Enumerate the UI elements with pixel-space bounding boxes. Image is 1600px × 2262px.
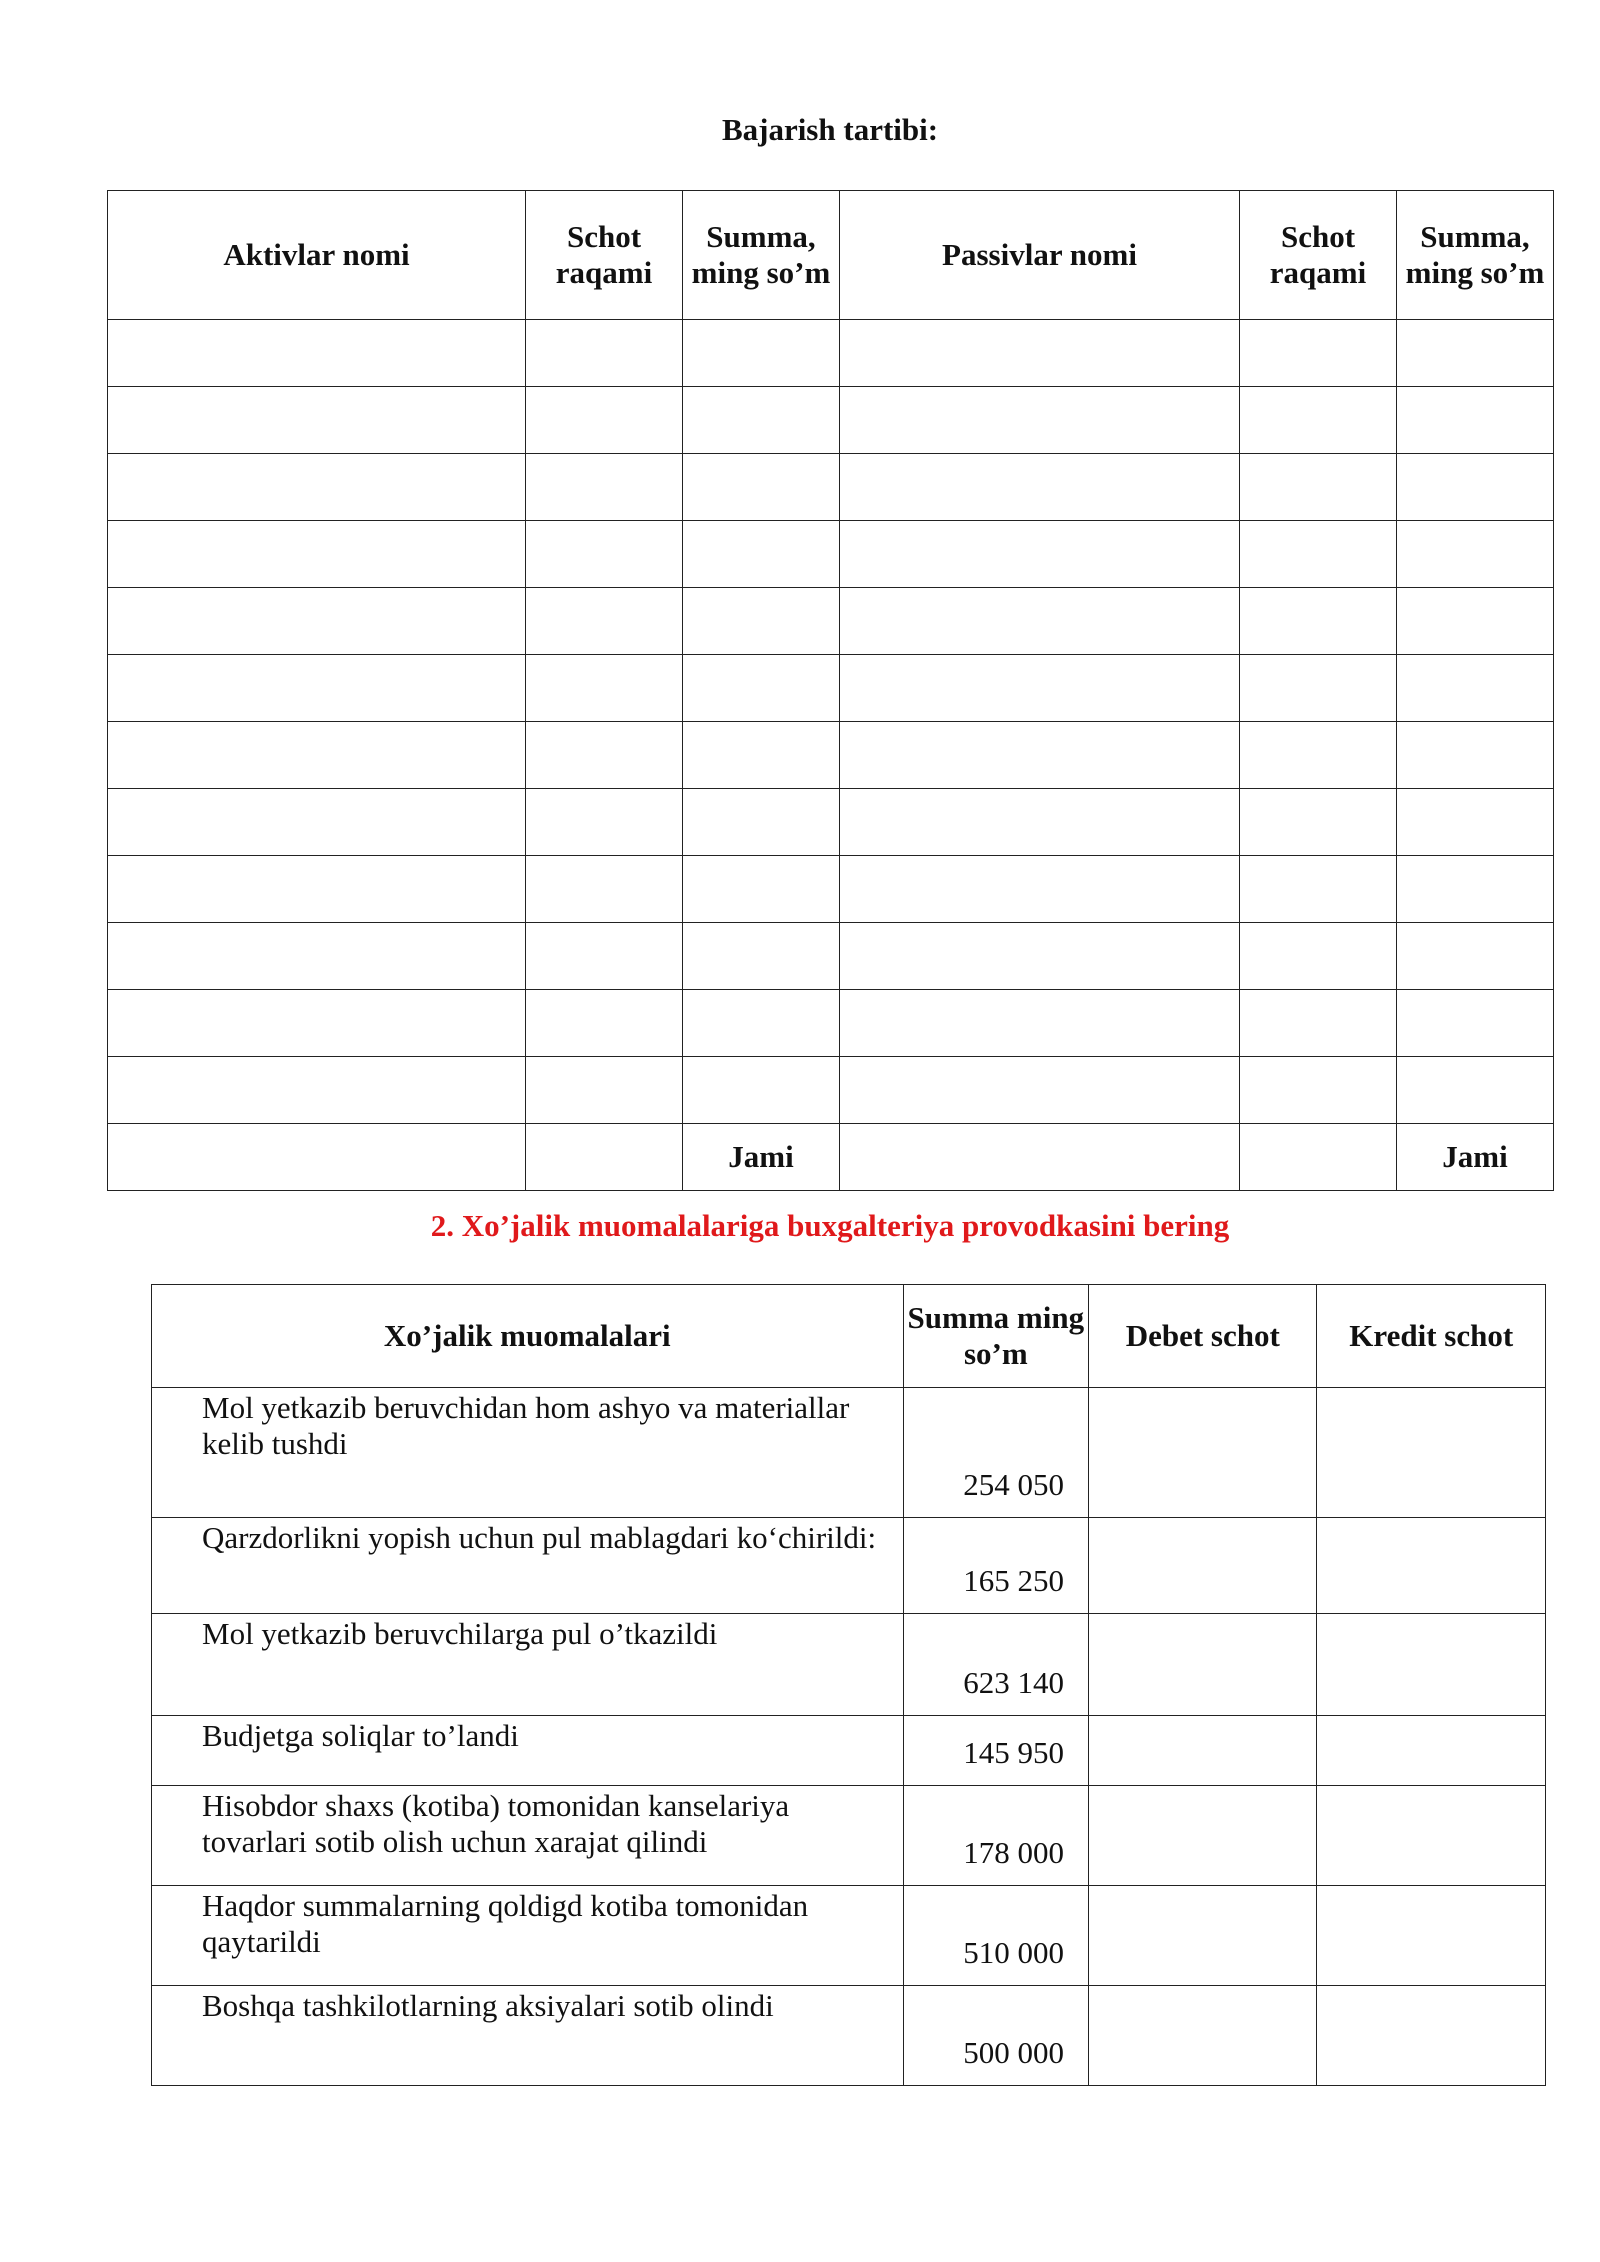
blank-cell[interactable] [1240, 588, 1397, 655]
blank-cell[interactable] [1397, 454, 1554, 521]
blank-cell[interactable] [526, 521, 683, 588]
operation-amount: 510 000 [903, 1886, 1088, 1986]
operation-description: Budjetga soliqlar to’landi [152, 1716, 904, 1786]
blank-cell[interactable] [1240, 387, 1397, 454]
blank-cell[interactable] [108, 789, 526, 856]
blank-cell[interactable] [683, 655, 840, 722]
table-row [152, 1716, 1546, 1786]
operation-amount: 165 250 [903, 1518, 1088, 1614]
liabilities-name-header: Passivlar nomi [840, 191, 1240, 320]
table-row [108, 722, 1554, 789]
debit-account-cell[interactable] [1089, 1786, 1317, 1886]
blank-cell[interactable] [683, 320, 840, 387]
blank-cell[interactable] [526, 655, 683, 722]
operation-description: Haqdor summalarning qoldigd kotiba tomonidan qaytarildi [152, 1886, 904, 1986]
table-row [108, 1057, 1554, 1124]
blank-cell[interactable] [840, 990, 1240, 1057]
table-row [108, 990, 1554, 1057]
operation-description: Mol yetkazib beruvchidan hom ashyo va materiallar kelib tushdi [152, 1388, 904, 1518]
blank-cell[interactable] [526, 990, 683, 1057]
section-2-title: 2. Xo’jalik muomalalariga buxgalteriya provodkasini bering [430, 1208, 1230, 1243]
table-row [108, 588, 1554, 655]
blank-cell[interactable] [683, 588, 840, 655]
credit-account-cell[interactable] [1317, 1716, 1546, 1786]
balance-table [107, 190, 1554, 1191]
blank-cell[interactable] [108, 588, 526, 655]
blank-cell[interactable] [108, 655, 526, 722]
blank-cell[interactable] [840, 856, 1240, 923]
blank-cell[interactable] [683, 722, 840, 789]
account-number-header: Schot raqami [526, 191, 683, 320]
table-row [152, 1614, 1546, 1716]
blank-cell[interactable] [1397, 588, 1554, 655]
blank-cell[interactable] [683, 856, 840, 923]
blank-cell[interactable] [108, 1124, 526, 1191]
operation-amount: 623 140 [903, 1614, 1088, 1716]
debit-account-cell[interactable] [1089, 1716, 1317, 1786]
credit-account-header: Kredit schot [1317, 1285, 1546, 1388]
blank-cell[interactable] [840, 521, 1240, 588]
table-row [108, 856, 1554, 923]
blank-cell[interactable] [108, 320, 526, 387]
blank-cell[interactable] [108, 990, 526, 1057]
blank-cell[interactable] [1397, 320, 1554, 387]
transactions-table [151, 1284, 1546, 2086]
transactions-header-row [152, 1285, 1546, 1388]
operation-amount: 145 950 [903, 1716, 1088, 1786]
blank-cell[interactable] [1397, 990, 1554, 1057]
credit-account-cell[interactable] [1317, 1886, 1546, 1986]
blank-cell[interactable] [1397, 521, 1554, 588]
credit-account-cell[interactable] [1317, 1986, 1546, 2086]
table-row [108, 521, 1554, 588]
blank-cell[interactable] [1240, 990, 1397, 1057]
blank-cell[interactable] [840, 655, 1240, 722]
blank-cell[interactable] [683, 521, 840, 588]
blank-cell[interactable] [1240, 789, 1397, 856]
table-row [152, 1986, 1546, 2086]
blank-cell[interactable] [1240, 320, 1397, 387]
assets-total-label: Jami [683, 1124, 840, 1191]
blank-cell[interactable] [526, 588, 683, 655]
blank-cell[interactable] [840, 320, 1240, 387]
balance-header-row [108, 191, 1554, 320]
debit-account-cell[interactable] [1089, 1388, 1317, 1518]
operation-amount: 254 050 [903, 1388, 1088, 1518]
blank-cell[interactable] [683, 454, 840, 521]
table-row [152, 1518, 1546, 1614]
blank-cell[interactable] [1397, 923, 1554, 990]
page-heading: Bajarish tartibi: [721, 112, 939, 147]
blank-cell[interactable] [1397, 655, 1554, 722]
blank-cell[interactable] [1240, 923, 1397, 990]
blank-cell[interactable] [108, 387, 526, 454]
liabilities-total-label: Jami [1397, 1124, 1554, 1191]
operation-description: Hisobdor shaxs (kotiba) tomonidan kanselariya tovarlari sotib olish uchun xarajat qilindi [152, 1786, 904, 1886]
blank-cell[interactable] [1397, 722, 1554, 789]
blank-cell[interactable] [840, 454, 1240, 521]
blank-cell[interactable] [526, 454, 683, 521]
blank-cell[interactable] [526, 387, 683, 454]
blank-cell[interactable] [526, 1057, 683, 1124]
blank-cell[interactable] [526, 320, 683, 387]
blank-cell[interactable] [1240, 1057, 1397, 1124]
blank-cell[interactable] [683, 1057, 840, 1124]
operation-amount: 178 000 [903, 1786, 1088, 1886]
account-number-header: Schot raqami [1240, 191, 1397, 320]
blank-cell[interactable] [840, 588, 1240, 655]
blank-cell[interactable] [108, 454, 526, 521]
table-row [108, 454, 1554, 521]
table-row [108, 789, 1554, 856]
debit-account-cell[interactable] [1089, 1518, 1317, 1614]
blank-cell[interactable] [526, 856, 683, 923]
blank-cell[interactable] [1240, 521, 1397, 588]
blank-cell[interactable] [108, 923, 526, 990]
credit-account-cell[interactable] [1317, 1388, 1546, 1518]
blank-cell[interactable] [840, 789, 1240, 856]
table-row [152, 1388, 1546, 1518]
blank-cell[interactable] [1397, 387, 1554, 454]
blank-cell[interactable] [1240, 454, 1397, 521]
credit-account-cell[interactable] [1317, 1786, 1546, 1886]
blank-cell[interactable] [840, 1057, 1240, 1124]
table-row [152, 1886, 1546, 1986]
blank-cell[interactable] [108, 521, 526, 588]
blank-cell[interactable] [1240, 1124, 1397, 1191]
table-row [108, 923, 1554, 990]
amount-header: Summa ming so’m [903, 1285, 1088, 1388]
debit-account-cell[interactable] [1089, 1614, 1317, 1716]
blank-cell[interactable] [108, 722, 526, 789]
blank-cell[interactable] [840, 1124, 1240, 1191]
amount-header: Summa, ming so’m [683, 191, 840, 320]
blank-cell[interactable] [1240, 722, 1397, 789]
table-row [108, 387, 1554, 454]
operations-header: Xo’jalik muomalalari [152, 1285, 904, 1388]
credit-account-cell[interactable] [1317, 1614, 1546, 1716]
blank-cell[interactable] [683, 990, 840, 1057]
blank-cell[interactable] [1240, 856, 1397, 923]
operation-description: Boshqa tashkilotlarning aksiyalari sotib olindi [152, 1986, 904, 2086]
assets-name-header: Aktivlar nomi [108, 191, 526, 320]
blank-cell[interactable] [1397, 789, 1554, 856]
blank-cell[interactable] [683, 923, 840, 990]
blank-cell[interactable] [526, 1124, 683, 1191]
balance-total-row [108, 1124, 1554, 1191]
blank-cell[interactable] [108, 856, 526, 923]
blank-cell[interactable] [526, 789, 683, 856]
blank-cell[interactable] [683, 387, 840, 454]
operation-description: Mol yetkazib beruvchilarga pul o’tkazildi [152, 1614, 904, 1716]
blank-cell[interactable] [840, 923, 1240, 990]
blank-cell[interactable] [526, 923, 683, 990]
table-row [152, 1786, 1546, 1886]
blank-cell[interactable] [840, 722, 1240, 789]
blank-cell[interactable] [683, 789, 840, 856]
debit-account-cell[interactable] [1089, 1986, 1317, 2086]
blank-cell[interactable] [840, 387, 1240, 454]
debit-account-header: Debet schot [1089, 1285, 1317, 1388]
table-row [108, 655, 1554, 722]
operation-description: Qarzdorlikni yopish uchun pul mablagdari ko‘chirildi: [152, 1518, 904, 1614]
table-row [108, 320, 1554, 387]
operation-amount: 500 000 [903, 1986, 1088, 2086]
blank-cell[interactable] [1397, 856, 1554, 923]
blank-cell[interactable] [1240, 655, 1397, 722]
debit-account-cell[interactable] [1089, 1886, 1317, 1986]
blank-cell[interactable] [526, 722, 683, 789]
amount-header: Summa, ming so’m [1397, 191, 1554, 320]
blank-cell[interactable] [1397, 1057, 1554, 1124]
credit-account-cell[interactable] [1317, 1518, 1546, 1614]
blank-cell[interactable] [108, 1057, 526, 1124]
